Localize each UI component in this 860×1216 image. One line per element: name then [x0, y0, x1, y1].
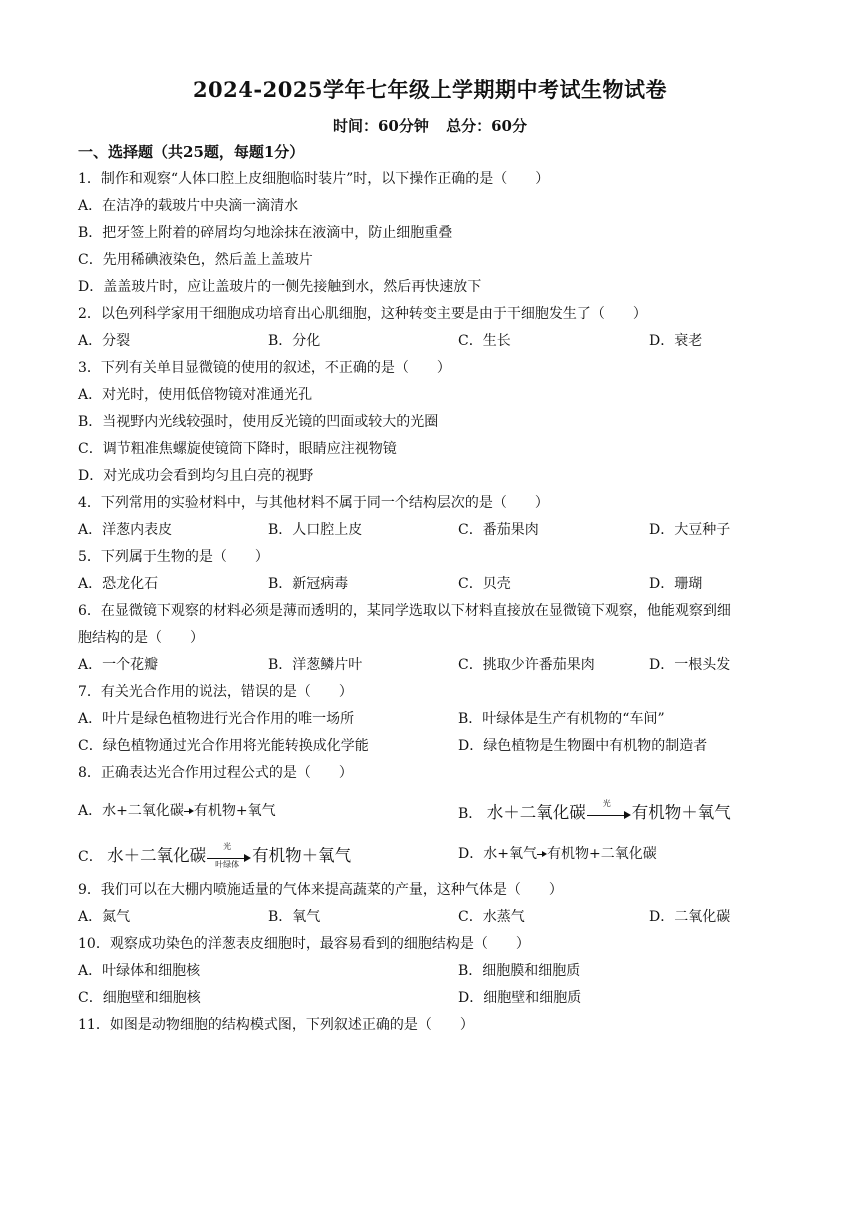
question-3-option-d: D．对光成功会看到均匀且白亮的视野	[78, 468, 314, 484]
question-1-option-d: D．盖盖玻片时，应让盖玻片的一侧先接触到水，然后再快速放下	[78, 279, 482, 295]
question-7-option-b: B．叶绿体是生产有机物的“车间”	[458, 711, 665, 727]
reaction-arrow-icon	[587, 798, 631, 821]
question-9-option-c: C．水蒸气	[458, 909, 525, 925]
question-7-stem: 7．有关光合作用的说法，错误的是（ ）	[78, 684, 353, 700]
question-5-option-c: C．贝壳	[458, 576, 511, 592]
option-c-left: 水＋二氧化碳	[107, 846, 207, 865]
question-2-option-a: A．分裂	[78, 333, 131, 349]
option-c-prefix: C．	[78, 849, 103, 865]
question-4-option-a: A．洋葱内表皮	[78, 522, 173, 538]
arrow-label-light: 光	[223, 841, 232, 851]
question-2-stem: 2．以色列科学家用干细胞成功培育出心肌细胞，这种转变主要是由于干细胞发生了（ ）	[78, 306, 647, 322]
question-9-option-b: B．氧气	[268, 909, 321, 925]
question-3-stem: 3．下列有关单目显微镜的使用的叙述，不正确的是（ ）	[78, 360, 451, 376]
question-7-option-d: D．绿色植物是生物圈中有机物的制造者	[458, 738, 708, 754]
question-4-stem: 4．下列常用的实验材料中，与其他材料不属于同一个结构层次的是（ ）	[78, 495, 549, 511]
question-5-option-b: B．新冠病毒	[268, 576, 349, 592]
exam-time: 时间：60分钟	[333, 117, 429, 135]
question-4-option-b: B．人口腔上皮	[268, 522, 363, 538]
question-5-option-a: A．恐龙化石	[78, 576, 159, 592]
question-1-stem: 1．制作和观察“人体口腔上皮细胞临时装片”时，以下操作正确的是（ ）	[78, 171, 550, 187]
question-2-option-d: D．衰老	[649, 333, 703, 349]
arrow-icon	[184, 806, 194, 816]
question-4-option-d: D．大豆种子	[649, 522, 731, 538]
option-a-left: 水+二氧化碳	[102, 803, 184, 819]
section-heading: 一、选择题（共25题，每题1分）	[78, 143, 305, 161]
option-a-prefix: A．	[78, 803, 103, 819]
question-6-option-a: A．一个花瓣	[78, 657, 159, 673]
option-a-right: 有机物+氧气	[193, 803, 276, 819]
question-6-option-c: C．挑取少许番茄果肉	[458, 657, 595, 673]
question-9-stem: 9．我们可以在大棚内喷施适量的气体来提高蔬菜的产量，这种气体是（ ）	[78, 882, 563, 898]
question-8-option-b	[458, 798, 731, 824]
question-10-option-c: C．细胞壁和细胞核	[78, 990, 201, 1006]
question-7-option-c: C．绿色植物通过光合作用将光能转换成化学能	[78, 738, 369, 754]
question-9-option-a: A．氮气	[78, 909, 131, 925]
question-4-option-c: C．番茄果肉	[458, 522, 539, 538]
question-5-option-d: D．珊瑚	[649, 576, 703, 592]
exam-subtitle	[0, 115, 860, 136]
option-d-right: 有机物+二氧化碳	[546, 846, 657, 862]
question-3-option-b: B．当视野内光线较强时，使用反光镜的凹面或较大的光圈	[78, 414, 439, 430]
reaction-arrow-icon	[207, 841, 251, 869]
option-d-left: 水+氧气	[483, 846, 537, 862]
question-5-stem: 5．下列属于生物的是（ ）	[78, 549, 269, 565]
question-8-stem: 8．正确表达光合作用过程公式的是（ ）	[78, 765, 353, 781]
question-8-option-a	[78, 802, 276, 820]
question-7-option-a: A．叶片是绿色植物进行光合作用的唯一场所	[78, 711, 355, 727]
question-10-option-d: D．细胞壁和细胞质	[458, 990, 582, 1006]
question-2-option-c: C．生长	[458, 333, 511, 349]
question-6-stem-cont: 胞结构的是（ ）	[78, 630, 204, 646]
option-d-prefix: D．	[458, 846, 484, 862]
arrow-label-chloroplast: 叶绿体	[215, 859, 240, 869]
question-11-stem: 11．如图是动物细胞的结构模式图，下列叙述正确的是（ ）	[78, 1017, 474, 1033]
question-1-option-c: C．先用稀碘液染色，然后盖上盖玻片	[78, 252, 313, 268]
option-c-right: 有机物＋氧气	[252, 846, 352, 865]
question-1-option-b: B．把牙签上附着的碎屑均匀地涂抹在液滴中，防止细胞重叠	[78, 225, 453, 241]
exam-title: 2024-2025学年七年级上学期期中考试生物试卷	[192, 77, 668, 102]
question-8-option-c	[78, 841, 352, 869]
question-6-option-d: D．一根头发	[649, 657, 731, 673]
question-2-option-b: B．分化	[268, 333, 321, 349]
question-10-option-a: A．叶绿体和细胞核	[78, 963, 201, 979]
question-3-option-c: C．调节粗准焦螺旋使镜筒下降时，眼睛应注视物镜	[78, 441, 397, 457]
question-9-option-d: D．二氧化碳	[649, 909, 731, 925]
question-6-option-b: B．洋葱鳞片叶	[268, 657, 363, 673]
arrow-icon	[537, 849, 547, 859]
exam-score: 总分：60分	[446, 117, 527, 135]
option-b-right: 有机物＋氧气	[631, 803, 731, 822]
question-8-option-d	[458, 845, 657, 863]
question-6-stem: 6．在显微镜下观察的材料必须是薄而透明的，某同学选取以下材料直接放在显微镜下观察，他能观察到细	[78, 603, 731, 619]
question-3-option-a: A．对光时，使用低倍物镜对准通光孔	[78, 387, 313, 403]
option-b-prefix: B．	[458, 806, 483, 822]
question-10-stem: 10．观察成功染色的洋葱表皮细胞时，最容易看到的细胞结构是（ ）	[78, 936, 530, 952]
question-10-option-b: B．细胞膜和细胞质	[458, 963, 581, 979]
option-b-left: 水＋二氧化碳	[486, 803, 586, 822]
arrow-label-light: 光	[602, 798, 611, 808]
question-1-option-a: A．在洁净的载玻片中央滴一滴清水	[78, 198, 299, 214]
